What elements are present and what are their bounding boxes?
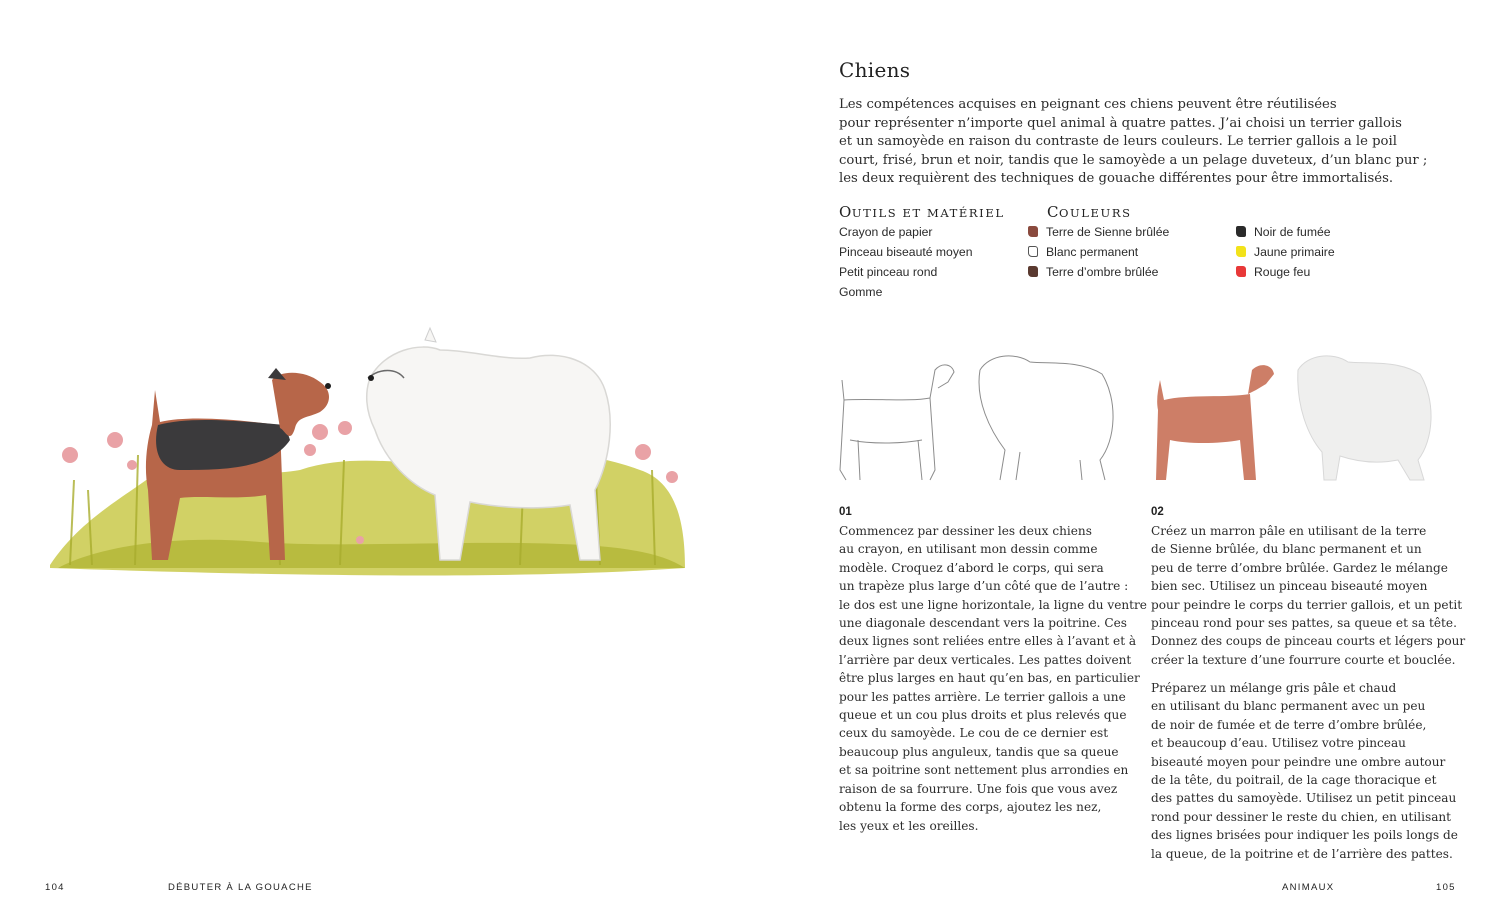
intro-line: les deux requièrent des techniques de gouache différentes pour être immortalisés. [839, 171, 1394, 187]
colors-list-col2 [1236, 222, 1335, 282]
right-page-number: 105 [1436, 882, 1456, 893]
intro-line: pour représenter n’importe quel animal à quatre pattes. J’ai choisi un terrier gallois [839, 115, 1402, 131]
dogs-painting [40, 320, 700, 590]
pencil-sketch [830, 340, 1130, 490]
tool-item: Gomme [839, 285, 883, 299]
color-item: Jaune primaire [1236, 242, 1335, 262]
step-number: 02 [1151, 506, 1164, 518]
step-02-text-b: Préparez un mélange gris pâle et chaud en utilisant du blanc permanent avec un peu de noir de fumée et de terre d’ombre brûlée, et beaucoup d’eau. Utilisez votre pinceau biseauté moyen pour peindre une ombre autour de la tête, du poitrail, de la cage thoracique et des pattes du samoyède. Utilisez un petit pinceau rond pour dessiner le reste du chien, en utilisant des lignes brisées pour indiquer les poils longs de la queue, de la poitrine et de l’arrière des pattes. [1151, 681, 1458, 861]
step-01-text: Commencez par dessiner les deux chiens au crayon, en utilisant mon dessin comme modèle. Croquez d’abord le corps, qui sera un trapèze plus large d’un côté que de l’autre : le dos est une ligne horizontale, la ligne du ventre une diagonale descendant vers la poitrine. Ces deux lignes sont reliées entre elles à l’avant et à l’arrière par deux verticales. Les pattes doivent être plus larges en haut qu’en bas, en particulier pour les pattes arrière. Le terrier gallois a une queue et un cou plus droits et plus relevés que ceux du samoyède. Le cou de ce dernier est beaucoup plus anguleux, tandis que sa queue et sa poitrine sont nettement plus arrondies en raison de sa fourrure. Une fois que vous avez obtenu la forme des corps, ajoutez les nez, les yeux et les oreilles. [839, 524, 1147, 833]
intro-paragraph [839, 96, 1439, 189]
color-item: Blanc permanent [1028, 242, 1169, 262]
left-page-number: 104 [45, 882, 65, 893]
color-swatch [1236, 246, 1246, 257]
colors-heading: COULEURS [1047, 203, 1132, 221]
step-number: 01 [839, 506, 852, 518]
color-swatch [1028, 266, 1038, 277]
color-item: Rouge feu [1236, 262, 1335, 282]
tool-item: Petit pinceau rond [839, 265, 938, 279]
main-illustration [40, 320, 700, 590]
intro-line: et un samoyède en raison du contraste de leurs couleurs. Le terrier gallois a le poil [839, 134, 1397, 150]
painted-base [1148, 340, 1448, 490]
color-swatch [1236, 266, 1246, 277]
intro-line: Les compétences acquises en peignant ces chiens peuvent être réutilisées [839, 97, 1337, 112]
left-running-head: DÉBUTER À LA GOUACHE [168, 882, 313, 893]
color-swatch [1236, 226, 1246, 237]
color-item: Terre d’ombre brûlée [1028, 262, 1169, 282]
tool-item: Pinceau biseauté moyen [839, 245, 973, 259]
page-title: Chiens [839, 58, 911, 82]
tool-item: Crayon de papier [839, 225, 933, 239]
colors-list-col1 [1028, 222, 1169, 282]
tools-heading: OUTILS ET MATÉRIEL [839, 203, 1005, 221]
step-02-text: Créez un marron pâle en utilisant de la terre de Sienne brûlée, du blanc permanent et un peu de terre d’ombre brûlée. Gardez le mélange bien sec. Utilisez un pinceau biseauté moyen pour peindre le corps du terrier gallois, et un petit pinceau rond pour ses pattes, sa queue et sa tête. Donnez des coups de pinceau courts et légers pour créer la texture d’une fourrure courte et bouclée. [1151, 524, 1466, 667]
color-swatch [1028, 246, 1038, 257]
step-02-painted [1148, 340, 1448, 490]
color-swatch [1028, 226, 1038, 237]
step-01-sketch [830, 340, 1130, 490]
color-item: Noir de fumée [1236, 222, 1335, 242]
color-item: Terre de Sienne brûlée [1028, 222, 1169, 242]
right-running-head: ANIMAUX [1282, 882, 1335, 893]
tools-list [839, 222, 972, 302]
intro-line: court, frisé, brun et noir, tandis que le samoyède a un pelage duveteux, d’un blanc pur ; [839, 152, 1428, 168]
